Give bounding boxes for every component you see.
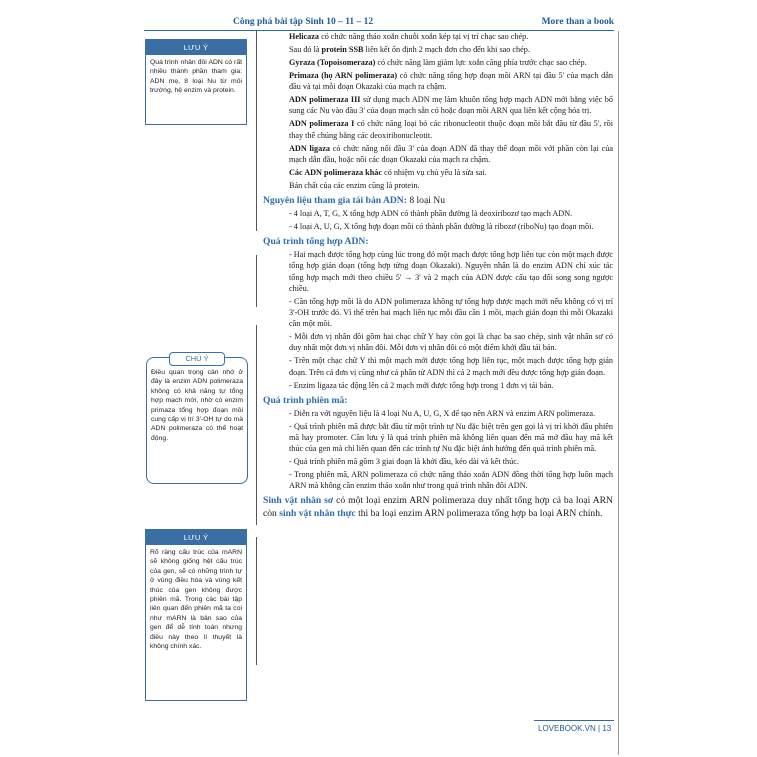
enzyme-helicaza: Helicaza có chức năng tháo xoắn chuỗi xoắn kép tại vị trí chạc sao chép. [289,32,529,41]
footer-rule [534,720,614,721]
transcription-list [263,408,613,492]
list-item: - 4 loại A, U, G, X tổng hợp đoạn mồi có thành phần đường là ribozơ (riboNu) tạo đoạn mồi. [289,222,594,232]
list-item: - Trong phiên mã, ARN polimeraza có chức năng tháo xoắn ADN đồng thời tổng hợp luôn mạch ARN mà không cần enzim tháo xoắn như trong quá trình nhân đôi ADN. [289,470,613,491]
list-item: - Trên một chạc chữ Y thì một mạch mới được tổng hợp liên tục, một mạch được tổng hợp gián đoạn. Trên cả đơn vị cũng như cả phân tử ADN thì cả 2 mạch mới đều được tổng hợp gián đoạn. [289,356,613,377]
enzyme-section-bar [256,31,257,231]
materials-section-bar [256,255,257,307]
note-box-title: LƯU Ý [146,530,246,545]
header-book-title: Công phá bài tập Sinh 10 – 11 – 12 [233,17,374,27]
transcription-section-bar [256,537,257,665]
enzyme-list [263,31,613,191]
note-box-mrna [145,529,247,701]
page-footer: LOVEBOOK.VN | 13 [538,724,612,733]
synthesis-section-bar [256,325,257,525]
list-item: - Quá trình phiên mã gồm 3 giai đoạn là khởi đầu, kéo dài và kết thúc. [289,457,519,467]
list-item: - Mỗi đơn vị nhân đôi gồm hai chạc chữ Y hay còn gọi là chạc ba sao chép, sinh vật nhân sơ có duy nhất một đơn vị nhân đôi. Mỗi đơn vị nhân đôi có một điểm khởi đầu tái bản. [289,332,613,353]
materials-heading: Nguyên liệu tham gia tái bản ADN: 8 loại Nu [263,195,446,207]
header-slogan: More than a book [541,17,614,27]
main-content [263,31,613,521]
page-header [144,17,614,31]
enzyme-primaza: Primaza (họ ARN polimeraza) có chức năng tổng hợp đoạn mồi ARN tại đầu 5' của mạch dẫn đầu và tại mỗi đoạn Okazaki của mạch ra chậm. [289,71,613,92]
page-edge-rule [618,31,619,755]
list-item: - Hai mạch được tổng hợp cùng lúc trong đó một mạch được tổng hợp liên tục còn một mạch được tổng hợp gián đoạn (tổng hợp từng đoạn Okazaki). Nguyên nhân là do enzim ADN chỉ xúc tác tổng hợp mạch mới theo chiều 5' → 3' và 2 mạch của ADN được cấu tạo đối song song ngược chiều. [289,250,613,293]
enzyme-other-polimeraza: Các ADN polimeraza khác có nhiệm vụ chủ yếu là sửa sai. [289,167,487,177]
attention-box-body: Điều quan trọng cần nhớ ở đây là enzim ADN polimeraza không có khả năng tự tổng hợp mạch mới, nhờ có enzim primaza tổng hợp đoạn mồi cung cấp vị trí 3'-OH tự do mà ADN polimeraza có thể hoạt động. [151,369,243,442]
note-box-replication [145,39,247,125]
enzyme-polimeraza-iii: ADN polimeraza III sử dụng mạch ADN mẹ làm khuôn tổng hợp mạch ADN mới bằng việc bổ sung các Nu vào đầu 3' của đoạn mạch sẵn có hoặc đoạn mồi ARN qua liên kết cộng hóa trị. [289,95,613,116]
synthesis-heading: Quá trình tổng hợp ADN: [263,236,369,248]
attention-box-title: CHÚ Ý [169,352,225,366]
closing-paragraph: Sinh vật nhân sơ có một loại enzim ARN polimeraza duy nhất tổng hợp cả ba loại ARN còn sinh vật nhân thực thì ba loại enzim ARN polimeraza tổng hợp ba loại ARN chính. [263,494,613,520]
note-box-title: LƯU Ý [146,40,246,55]
list-item: - Quá trình phiên mã được bắt đầu từ một trình tự Nu đặc biệt trên gen gọi là vị trí khởi đầu phiên mã hay promoter. Cần lưu ý là quá trình phiên mã không liên quan đến mã mở đầu hay mã kết thúc của gen mà chỉ liên quan đến các trình tự Nu đặc biệt ảnh hưởng đến quá trình phiên mã. [289,421,613,454]
list-item: - Diễn ra với nguyên liệu là 4 loại Nu A, U, G, X để tạo nên ARN và enzim ARN polimeraza. [289,408,596,418]
materials-list [263,208,613,232]
synthesis-list [263,249,613,391]
enzyme-polimeraza-i: ADN polimeraza I có chức năng loại bỏ các ribonucleotit thuộc đoạn mồi bắt đầu từ đầu 5', rồi thay thế chúng bằng các deoxiribonucleotit. [289,119,614,140]
note-box-body: Quá trình nhân đôi ADN có rất nhiều thành phần tham gia: ADN mẹ, 8 loại Nu từ môi trường, hệ enzim và protein. [150,59,242,95]
list-item: - Enzim ligaza tác động lên cả 2 mạch mới được tổng hợp trong 1 đơn vị tái bản. [289,380,554,390]
enzyme-gyraza: Gyraza (Topoisomeraza) có chức năng làm giảm lực xoắn căng phía trước chạc sao chép. [289,58,587,67]
enzyme-ssb: Sau đó là protein SSB liên kết ổn định 2 mạch đơn cho đến khi sao chép. [289,45,530,54]
enzyme-ligaza: ADN ligaza có chức năng nối đầu 3' của đoạn ADN đã thay thế đoạn mồi với phần còn lại của mạch dẫn đầu, hoặc nối các đoạn Okazaki của mạch ra chậm. [289,143,613,164]
list-item: - Cần tổng hợp mồi là do ADN polimeraza không tự tổng hợp được mạch mới nếu không có vị trí 3'-OH trước đó. Vì thế trên hai mạch liên tục mỗi đầu cần 1 mồi, mạch gián đoạn thì mỗi Okazaki cần một mồi. [289,296,613,329]
attention-box-primaza [146,354,248,484]
list-item: - 4 loại A, T, G, X tổng hợp ADN có thành phần đường là deoxiribozơ tạo mạch ADN. [289,209,573,219]
note-box-body: Rõ ràng cấu trúc của mARN sẽ không giống hệt cấu trúc của gen, sẽ có những trình tự ở vùng điều hòa và vùng kết thúc của gen không được phiên mã. Trong các bài tập liên quan đến phiên mã ta coi như mARN là bản sao của gen để dễ tính toán nhưng điều này theo lí thuyết là không chính xác. [150,549,242,651]
transcription-heading: Quá trình phiên mã: [263,394,348,406]
enzyme-closing-note: Bản chất của các enzim cũng là protein. [289,180,420,190]
